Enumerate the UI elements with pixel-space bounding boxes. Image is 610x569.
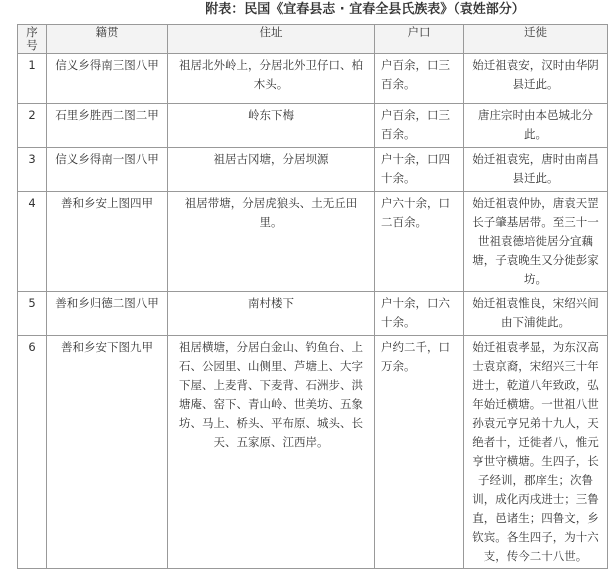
row-no: 2	[18, 104, 47, 148]
row-origin: 善和乡安下图九甲	[47, 336, 168, 569]
page-title: 附表：民国《宜春县志 · 宜春全县氏族表》（袁姓部分）	[205, 2, 525, 17]
header-households: 户口	[375, 25, 464, 54]
row-migration: 始迁祖袁宪，唐时由南昌县迁此。	[464, 148, 608, 192]
table-row	[18, 336, 608, 569]
row-address: 祖居古冈塘，分居坝源	[168, 148, 375, 192]
row-address: 祖居横塘，分居白金山、钓鱼台、上石、公园里、山侧里、芦塘上、大字下屋、上麦背、下麦背、石洲步、洪塘庵、窑下、青山岭、世美坊、五象坊、马上、桥头、平布原、城头、长天、五家原、江西岸。	[168, 336, 375, 569]
row-no: 3	[18, 148, 47, 192]
table-row	[18, 104, 608, 148]
row-address: 岭东下梅	[168, 104, 375, 148]
header-migration: 迁徙	[464, 25, 608, 54]
header-no: 序号	[18, 25, 47, 54]
row-households: 户约二千，口万余。	[375, 336, 464, 569]
row-no: 4	[18, 192, 47, 292]
row-households: 户六十余，口二百余。	[375, 192, 464, 292]
row-address: 祖居北外岭上，分居北外卫仔口、柏木头。	[168, 54, 375, 104]
row-households: 户十余，口六十余。	[375, 292, 464, 336]
row-migration: 始迁祖袁仲协，唐袁天罡长子肇基居带。至三十一世祖袁德培徙居分宜藕塘，子袁晚生又分徙彭家坊。	[464, 192, 608, 292]
row-migration: 始迁祖袁孝显，为东汉高士袁京裔，宋绍兴三十年进士，乾道八年致政，弘年始迁横塘。一世祖八世孙袁元亨兄弟十九人，天绝者十，迁徙者八，惟元亨世守横塘。生四子，长子经训，郡庠生；次鲁训，成化丙戌进士；三鲁直，邑诸生；四鲁文，乡钦宾。各生四子，为十六支，传今二十八世。	[464, 336, 608, 569]
row-no: 1	[18, 54, 47, 104]
header-origin: 籍贯	[47, 25, 168, 54]
row-origin: 善和乡归德二图八甲	[47, 292, 168, 336]
header-address: 住址	[168, 25, 375, 54]
row-address: 南村楼下	[168, 292, 375, 336]
row-households: 户十余，口四十余。	[375, 148, 464, 192]
table-row	[18, 292, 608, 336]
row-migration: 始迁祖袁安，汉时由华阴县迁此。	[464, 54, 608, 104]
row-households: 户百余，口三百余。	[375, 104, 464, 148]
row-no: 6	[18, 336, 47, 569]
row-address: 祖居带塘，分居虎狼头、土无丘田里。	[168, 192, 375, 292]
row-migration: 唐庄宗时由本邑城北分此。	[464, 104, 608, 148]
row-migration: 始迁祖袁惟良，宋绍兴间由下浦徙此。	[464, 292, 608, 336]
table-row	[18, 148, 608, 192]
row-origin: 信义乡得南三图八甲	[47, 54, 168, 104]
row-origin: 善和乡安上图四甲	[47, 192, 168, 292]
row-origin: 信义乡得南一图八甲	[47, 148, 168, 192]
header-row	[18, 25, 608, 54]
row-no: 5	[18, 292, 47, 336]
clan-table	[17, 24, 608, 569]
table-row	[18, 54, 608, 104]
row-origin: 石里乡胜西二图二甲	[47, 104, 168, 148]
row-households: 户百余，口三百余。	[375, 54, 464, 104]
table-row	[18, 192, 608, 292]
